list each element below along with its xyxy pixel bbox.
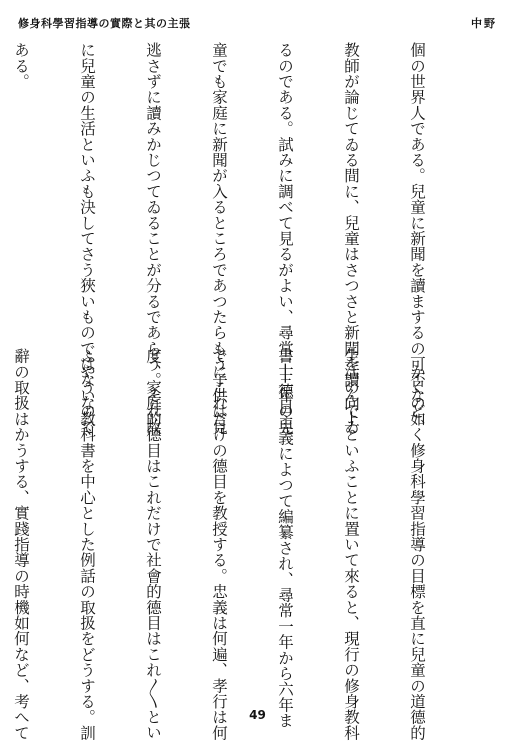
text-line: 辭の取扱はかうする、實踐指導の時機如何など、考へて — [12, 348, 30, 741]
text-line: ある。 — [12, 42, 30, 90]
text-line: 童でも家庭に新聞が入るところであつたらもう子供は見 — [210, 42, 228, 435]
header-author: 中野 — [471, 17, 497, 30]
text-line: に兒童の生活といふも決してさう狹いものではないので — [78, 42, 96, 435]
header-title: 修身科學習指導の實際と其の主張 — [18, 17, 191, 30]
page-number: 49 — [249, 708, 266, 722]
text-line: かくの如く修身科學習指導の目標を直に兒童の道德的 — [408, 348, 426, 741]
text-line: 教師が論じてゐる間に、兒童はさつさと新聞を讀んでゐ — [342, 42, 360, 435]
text-line: 書──德目主義によつて編纂され、尋常一年から六年ま — [276, 348, 294, 729]
text-line: でにこれだけの德目を教授する。忠義は何遍、孝行は何 — [210, 348, 228, 741]
text-line: 度、家庭的德目はこれだけで社會的德目はこれ〳〵とい — [144, 348, 162, 741]
text-line: ふやうな教科書を中心とした例話の取扱をどうする。訓 — [78, 348, 96, 741]
text-line: 逃さずに讀みかじつてゐることが分るであらう。それ故 — [144, 42, 162, 435]
running-header — [18, 14, 497, 32]
upper-text-block — [0, 42, 472, 435]
text-line: 生活の向上といふことに置いて來ると、現行の修身教科 — [342, 348, 360, 741]
text-line: 個の世界人である。兒童に新聞を讀まするの可否など、 — [408, 42, 426, 435]
text-line: るのである。試みに調べて見るがよい、尋常二三年の兒 — [276, 42, 294, 435]
